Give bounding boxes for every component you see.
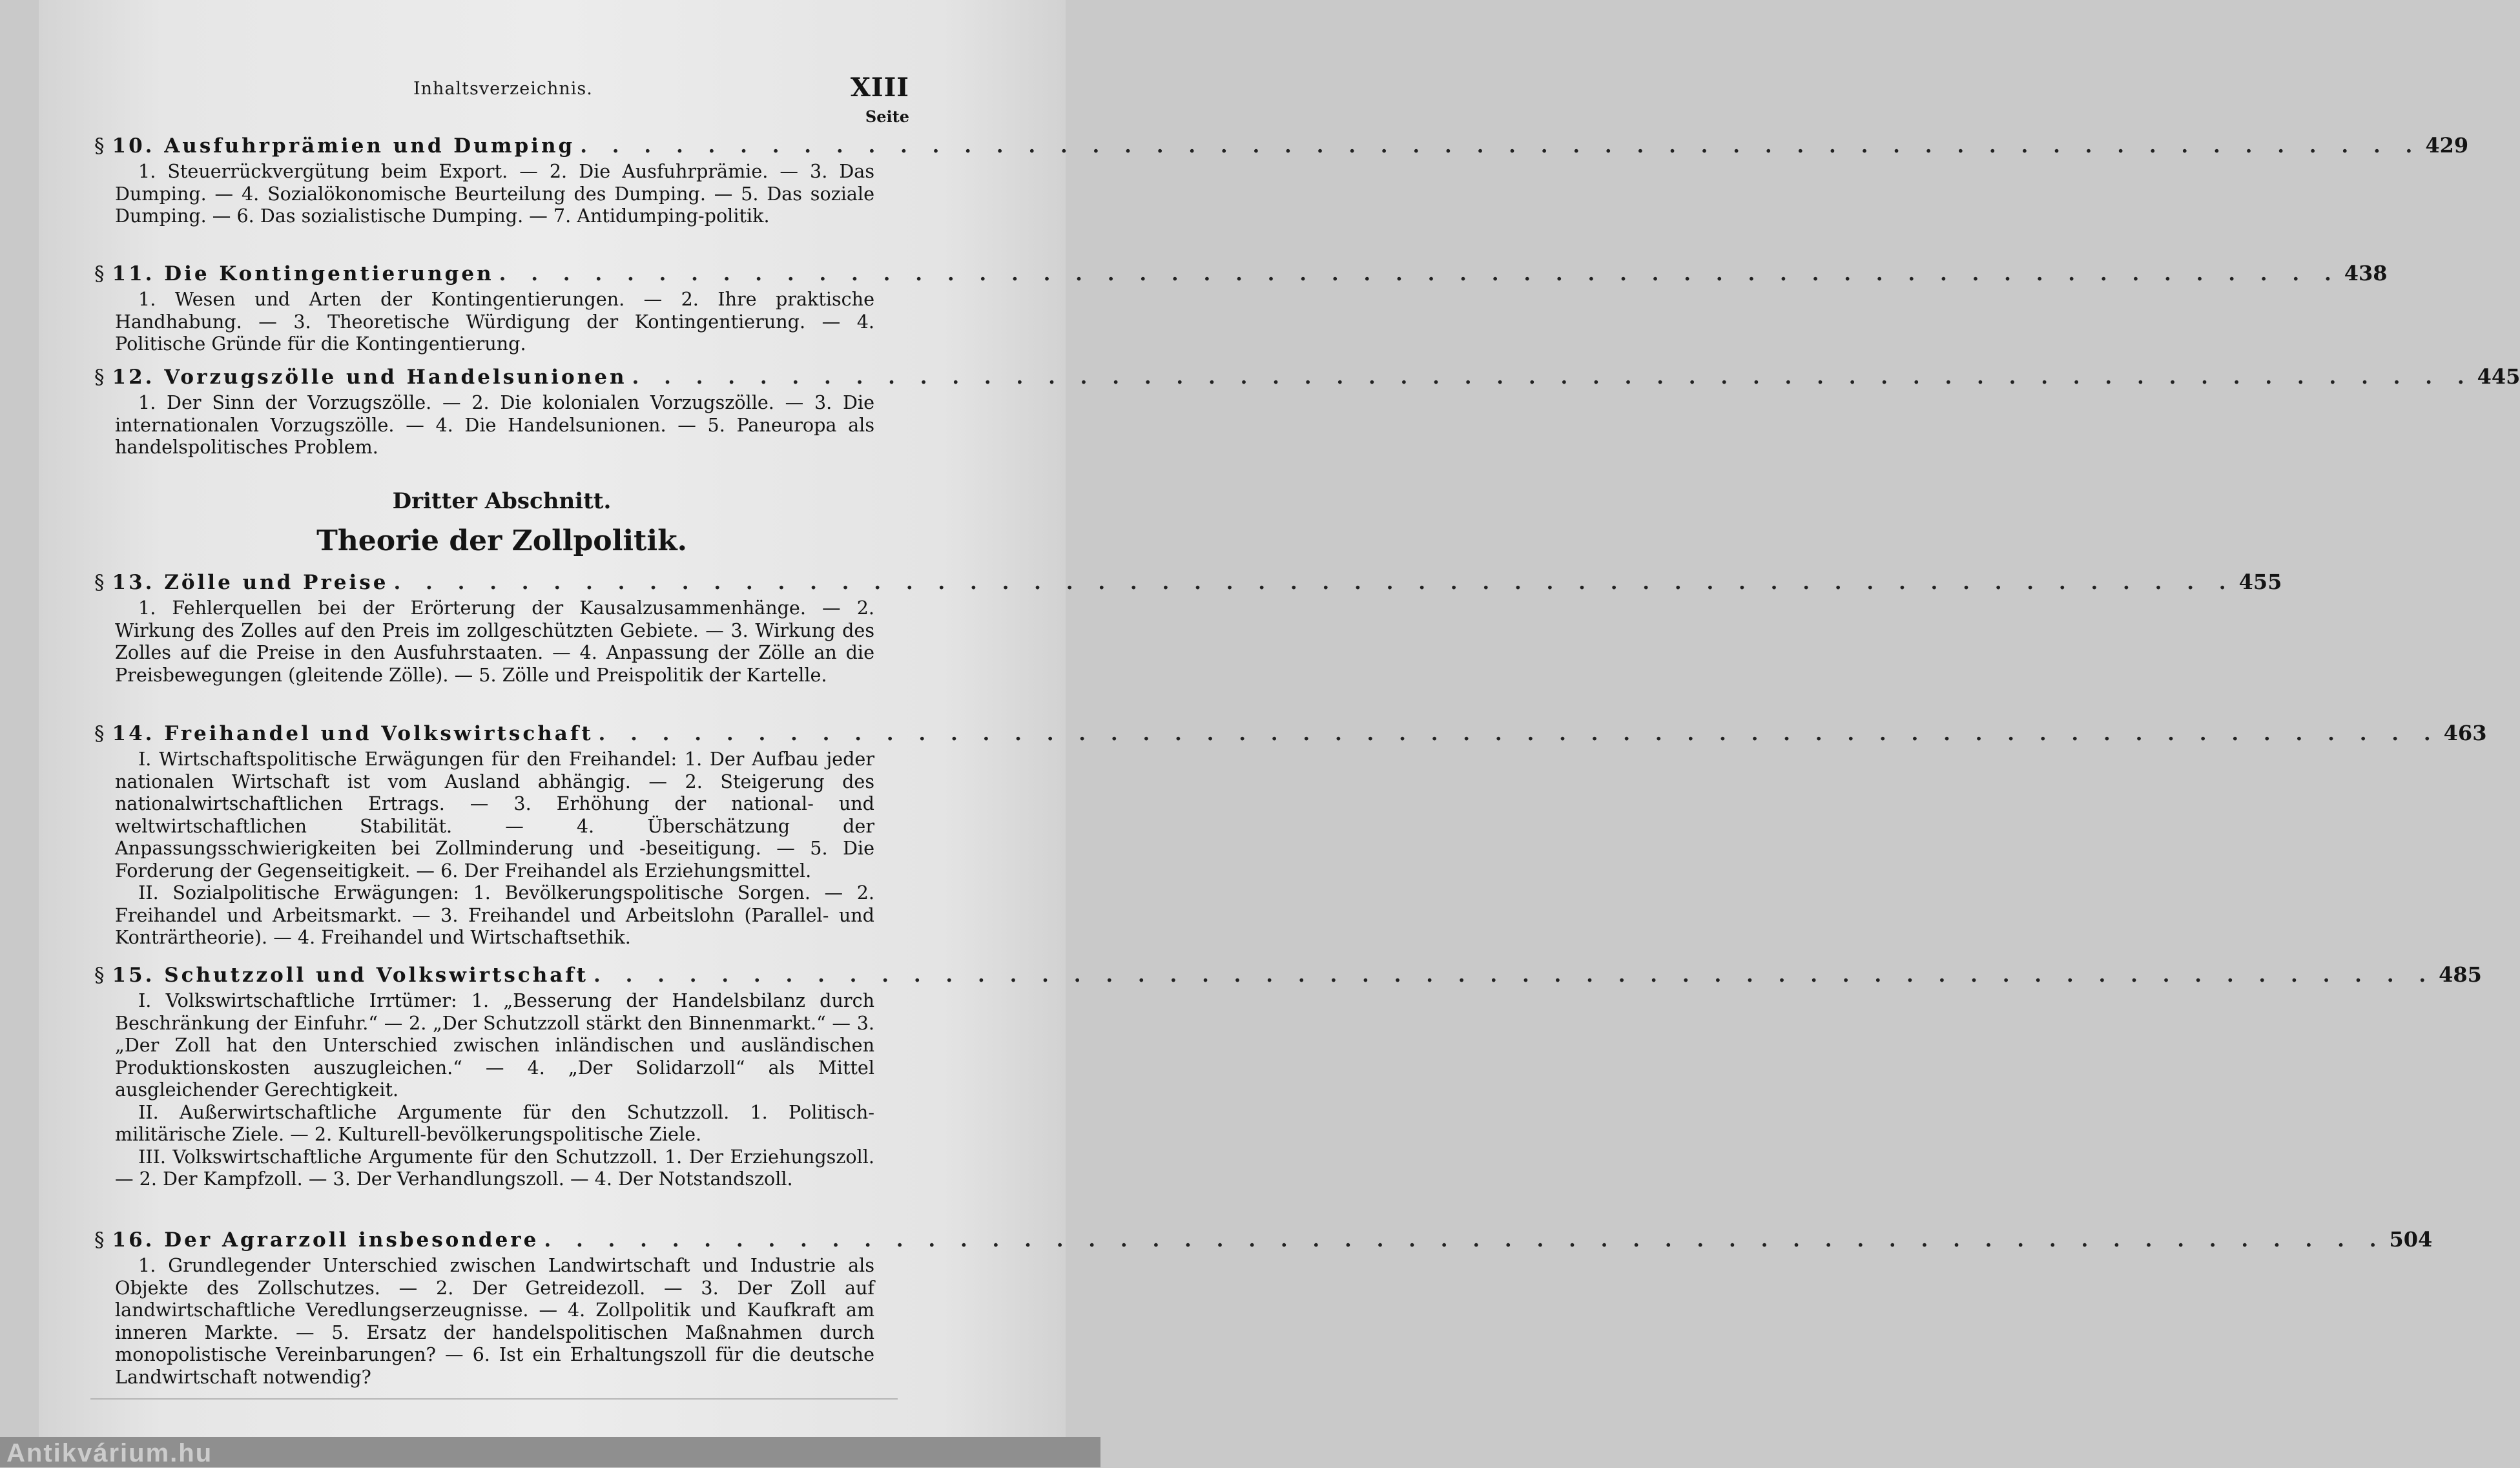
toc-entry-heading xyxy=(94,261,2388,288)
watermark: Antikvárium.hu xyxy=(6,1439,213,1467)
toc-entry-12 xyxy=(94,364,2520,459)
seite-column-label: Seite xyxy=(865,107,909,126)
toc-entry-contents: I. Wirtschaftspolitische Erwägungen für den Freihandel: 1. Der Aufbau jeder nationalen Wirtschaft ist vom Ausland abhängig. — 2. Steigerung des nationalwirtschaftlichen Ertrags. — 3. Erhöhung der national- und weltwirtschaftlichen Stabilität. — 4. Überschätzung der Anpassungsschwierigkeiten bei Zollminderung und -beseitigung. — 5. Die Forderung der Gegenseitigkeit. — 6. Der Freihandel als Erziehungsmittel. II. Sozialpolitische Erwägungen: 1. Bevölkerungspolitische Sorgen. — 2. Freihandel und Arbeitsmarkt. — 3. Freihandel und Arbeitslohn (Parallel- und Konträrtheorie). — 4. Freihandel und Wirtschaftsethik. xyxy=(115,748,874,948)
toc-entry-page: 429 xyxy=(2425,133,2469,158)
toc-entry-page: 438 xyxy=(2344,261,2388,285)
dot-leader: . . . . . . . . . . . . . . . . . . . . . . . . . . . . . . . . . . . . . . . . . . . . . . . . . . . . . . . . . . xyxy=(593,964,2435,987)
toc-entry-page: 455 xyxy=(2238,570,2282,594)
toc-entry-contents: 1. Fehlerquellen bei der Erörterung der Kausalzusammenhänge. — 2. Wirkung des Zolles auf den Preis im zollgeschützten Gebiete. — 3. Wirkung des Zolles auf die Preise in den Ausfuhrstaaten. — 4. Anpassung der Zölle an die Preisbewegungen (gleitende Zölle). — 5. Zölle und Preispolitik der Kartelle. xyxy=(115,597,874,686)
dot-leader: . . . . . . . . . . . . . . . . . . . . . . . . . . . . . . . . . . . . . . . . . . . . . . . . . . . . . . . . . . xyxy=(580,134,2422,158)
toc-entry-title: § 15. Schutzzoll und Volkswirtschaft xyxy=(94,964,588,987)
dot-leader: . . . . . . . . . . . . . . . . . . . . . . . . . . . . . . . . . . . . . . . . . . . . . . . . . . . . . . . . . . xyxy=(598,722,2440,745)
toc-entry-heading xyxy=(94,133,2469,160)
dot-leader: . . . . . . . . . . . . . . . . . . . . . . . . . . . . . . . . . . . . . . . . . . . . . . . . . . . . . . . . . . xyxy=(393,571,2235,594)
toc-entry-16 xyxy=(94,1227,2433,1388)
toc-entry-heading xyxy=(94,1227,2433,1254)
toc-entry-title: § 10. Ausfuhrprämien und Dumping xyxy=(94,134,575,158)
toc-entry-15 xyxy=(94,962,2482,1190)
toc-entry-page: 445 xyxy=(2477,364,2520,389)
toc-entry-contents: 1. Grundlegender Unterschied zwischen Landwirtschaft und Industrie als Objekte des Zollschutzes. — 2. Der Getreidezoll. — 3. Der Zoll auf landwirtschaftliche Veredlungserzeugnisse. — 4. Zollpolitik und Kaufkraft am inneren Markte. — 5. Ersatz der handelspolitischen Maßnahmen durch monopolistische Vereinbarungen? — 6. Ist ein Erhaltungszoll für die deutsche Landwirtschaft notwendig? xyxy=(115,1254,874,1388)
page-bottom-rule xyxy=(90,1398,898,1400)
toc-entry-10 xyxy=(94,133,2469,227)
toc-entry-11 xyxy=(94,261,2388,355)
dot-leader: . . . . . . . . . . . . . . . . . . . . . . . . . . . . . . . . . . . . . . . . . . . . . . . . . . . . . . . . . . xyxy=(632,366,2474,389)
toc-entry-contents: 1. Steuerrückvergütung beim Export. — 2. Die Ausfuhrprämie. — 3. Das Dumping. — 4. Sozialökonomische Beurteilung des Dumping. — 5. Das soziale Dumping. — 6. Das sozialistische Dumping. — 7. Antidumping-politik. xyxy=(115,160,874,227)
toc-entry-14 xyxy=(94,721,2487,949)
toc-entry-13 xyxy=(94,570,2282,686)
toc-entry-page: 504 xyxy=(2389,1227,2433,1252)
toc-entry-page: 463 xyxy=(2443,721,2487,745)
dot-leader: . . . . . . . . . . . . . . . . . . . . . . . . . . . . . . . . . . . . . . . . . . . . . . . . . . . . . . . . . . xyxy=(499,262,2340,285)
toc-entry-heading xyxy=(94,962,2482,989)
toc-entry-title: § 13. Zölle und Preise xyxy=(94,571,389,594)
toc-entry-heading xyxy=(94,570,2282,597)
toc-entry-title: § 12. Vorzugszölle und Handelsunionen xyxy=(94,366,627,389)
toc-entry-heading xyxy=(94,364,2520,391)
toc-entry-contents: 1. Wesen und Arten der Kontingentierungen. — 2. Ihre praktische Handhabung. — 3. Theoretische Würdigung der Kontingentierung. — 4. Politische Gründe für die Kontingentierung. xyxy=(115,288,874,355)
toc-entry-title: § 11. Die Kontingentierungen xyxy=(94,262,494,285)
dot-leader: . . . . . . . . . . . . . . . . . . . . . . . . . . . . . . . . . . . . . . . . . . . . . . . . . . . . . . . . . . xyxy=(544,1228,2386,1252)
running-head: Inhaltsverzeichnis. xyxy=(413,79,593,99)
toc-entry-page: 485 xyxy=(2439,962,2482,987)
toc-entry-title: § 14. Freihandel und Volkswirtschaft xyxy=(94,722,594,745)
toc-entry-heading xyxy=(94,721,2487,748)
toc-entry-title: § 16. Der Agrarzoll insbesondere xyxy=(94,1228,539,1252)
toc-entry-contents: 1. Der Sinn der Vorzugszölle. — 2. Die kolonialen Vorzugszölle. — 3. Die internationalen Vorzugszölle. — 4. Die Handelsunionen. — 5. Paneuropa als handelspolitisches Problem. xyxy=(115,391,874,458)
part-heading: Dritter Abschnitt. xyxy=(392,488,612,514)
toc-entry-contents: I. Volkswirtschaftliche Irrtümer: 1. „Besserung der Handelsbilanz durch Beschränkung der Einfuhr.“ — 2. „Der Schutzzoll stärkt den Binnenmarkt.“ — 3. „Der Zoll hat den Unterschied zwischen inländischen und ausländischen Produktionskosten auszugleichen.“ — 4. „Der Solidarzoll“ als Mittel ausgleichender Gerechtigkeit. II. Außerwirtschaftliche Argumente für den Schutzzoll. 1. Politisch-militärische Ziele. — 2. Kulturell-bevölkerungspolitische Ziele. III. Volkswirtschaftliche Argumente für den Schutzzoll. 1. Der Erziehungszoll. — 2. Der Kampfzoll. — 3. Der Verhandlungszoll. — 4. Der Notstandszoll. xyxy=(115,989,874,1190)
chapter-heading: Theorie der Zollpolitik. xyxy=(316,524,687,557)
page-number: XIII xyxy=(850,72,909,103)
